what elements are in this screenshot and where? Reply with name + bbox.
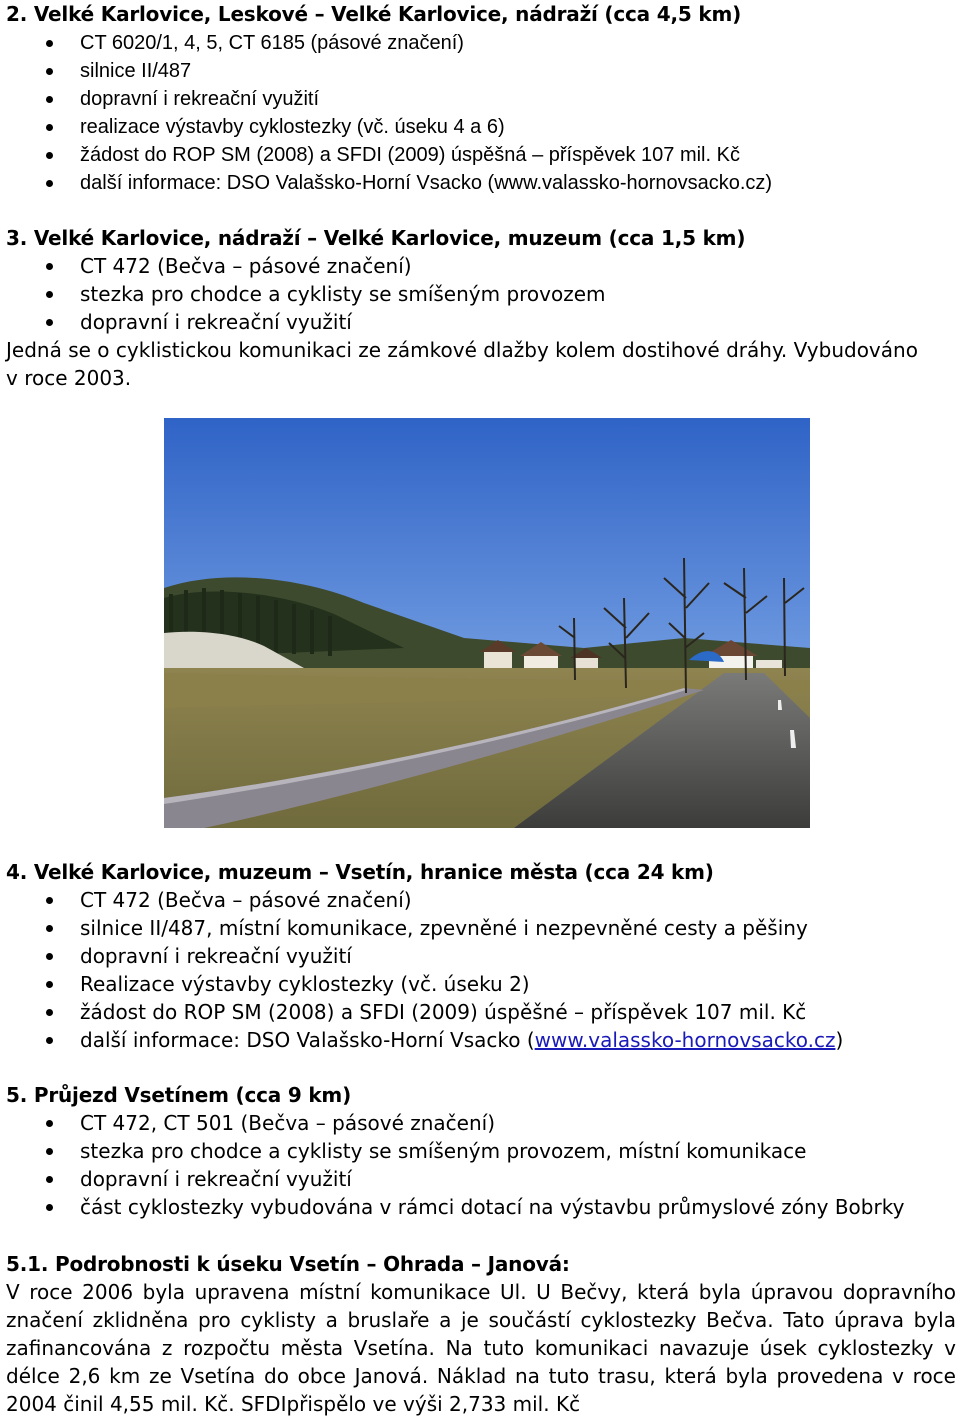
section-2-heading: 2. Velké Karlovice, Leskové – Velké Karlovice, nádraží (cca 4,5 km): [6, 2, 742, 26]
section-5-list: [0, 1109, 904, 1221]
bullet-icon: [46, 152, 53, 159]
bullet-icon: [46, 180, 53, 187]
bullet-icon: [46, 96, 53, 103]
list-item: dopravní i rekreační využití: [0, 1165, 904, 1193]
bullet-icon: [46, 319, 53, 326]
section-3-heading: 3. Velké Karlovice, nádraží – Velké Karlovice, muzeum (cca 1,5 km): [6, 226, 746, 250]
bullet-icon: [46, 291, 53, 298]
bullet-icon: [46, 1148, 53, 1155]
list-item: dopravní i rekreační využití: [0, 308, 606, 336]
list-item: žádost do ROP SM (2008) a SFDI (2009) úspěšné – příspěvek 107 mil. Kč: [0, 998, 843, 1026]
cycle-path-photo: [164, 418, 810, 828]
bullet-icon: [46, 68, 53, 75]
bullet-icon: [46, 1037, 53, 1044]
bullet-icon: [46, 925, 53, 932]
list-item: žádost do ROP SM (2008) a SFDI (2009) úspěšná – příspěvek 107 mil. Kč: [0, 141, 772, 169]
section-4-list: [0, 886, 843, 1054]
bullet-icon: [46, 981, 53, 988]
list-item: stezka pro chodce a cyklisty se smíšeným provozem: [0, 280, 606, 308]
bullet-icon: [46, 40, 53, 47]
list-item: realizace výstavby cyklostezky (vč. úseku 4 a 6): [0, 113, 772, 141]
list-item: Realizace výstavby cyklostezky (vč. úseku 2): [0, 970, 843, 998]
bullet-icon: [46, 263, 53, 270]
list-item: část cyklostezky vybudována v rámci dotací na výstavbu průmyslové zóny Bobrky: [0, 1193, 904, 1221]
list-item: dopravní i rekreační využití: [0, 85, 772, 113]
list-item: stezka pro chodce a cyklisty se smíšeným provozem, místní komunikace: [0, 1137, 904, 1165]
bullet-icon: [46, 953, 53, 960]
list-item: silnice II/487: [0, 57, 772, 85]
list-item: CT 472 (Bečva – pásové značení): [0, 886, 843, 914]
bullet-icon: [46, 1176, 53, 1183]
section-5-1-paragraph: V roce 2006 byla upravena místní komunikace Ul. U Bečvy, která byla úpravou dopravního značení zklidněna pro cyklisty a bruslaře a je součástí cyklostezky Bečva. Tato úprava byla zafinancována z rozpočtu města Vsetína. Na tuto komunikaci navazuje úsek cyklostezky v délce 2,6 km ze Vsetína do obce Janová. Náklad na tuto trasu, která byla provedena v roce 2004 činil 4,55 mil. Kč. SFDIpřispělo ve výši 2,733 mil. Kč: [6, 1280, 956, 1416]
section-4-heading: 4. Velké Karlovice, muzeum – Vsetín, hranice města (cca 24 km): [6, 860, 714, 884]
list-item: CT 472 (Bečva – pásové značení): [0, 252, 606, 280]
section-3-list: [0, 252, 606, 336]
list-item: další informace: DSO Valašsko-Horní Vsacko (www.valassko-hornovsacko.cz): [0, 1026, 843, 1054]
list-item: další informace: DSO Valašsko-Horní Vsacko (www.valassko-hornovsacko.cz): [0, 169, 772, 197]
section-2-list: [0, 29, 772, 197]
list-item: CT 472, CT 501 (Bečva – pásové značení): [0, 1109, 904, 1137]
list-item: CT 6020/1, 4, 5, CT 6185 (pásové značení): [0, 29, 772, 57]
website-link[interactable]: www.valassko-hornovsacko.cz: [534, 1028, 836, 1052]
section-5-heading: 5. Průjezd Vsetínem (cca 9 km): [6, 1083, 352, 1107]
bullet-icon: [46, 1120, 53, 1127]
bullet-icon: [46, 124, 53, 131]
section-5-1-heading: 5.1. Podrobnosti k úseku Vsetín – Ohrada – Janová:: [6, 1252, 570, 1276]
section-3-paragraph: Jedná se o cyklistickou komunikaci ze zámkové dlažby kolem dostihové dráhy. Vybudováno v roce 2003.: [6, 338, 918, 390]
bullet-icon: [46, 1204, 53, 1211]
list-item: silnice II/487, místní komunikace, zpevněné i nezpevněné cesty a pěšiny: [0, 914, 843, 942]
bullet-icon: [46, 897, 53, 904]
list-item: dopravní i rekreační využití: [0, 942, 843, 970]
bullet-icon: [46, 1009, 53, 1016]
